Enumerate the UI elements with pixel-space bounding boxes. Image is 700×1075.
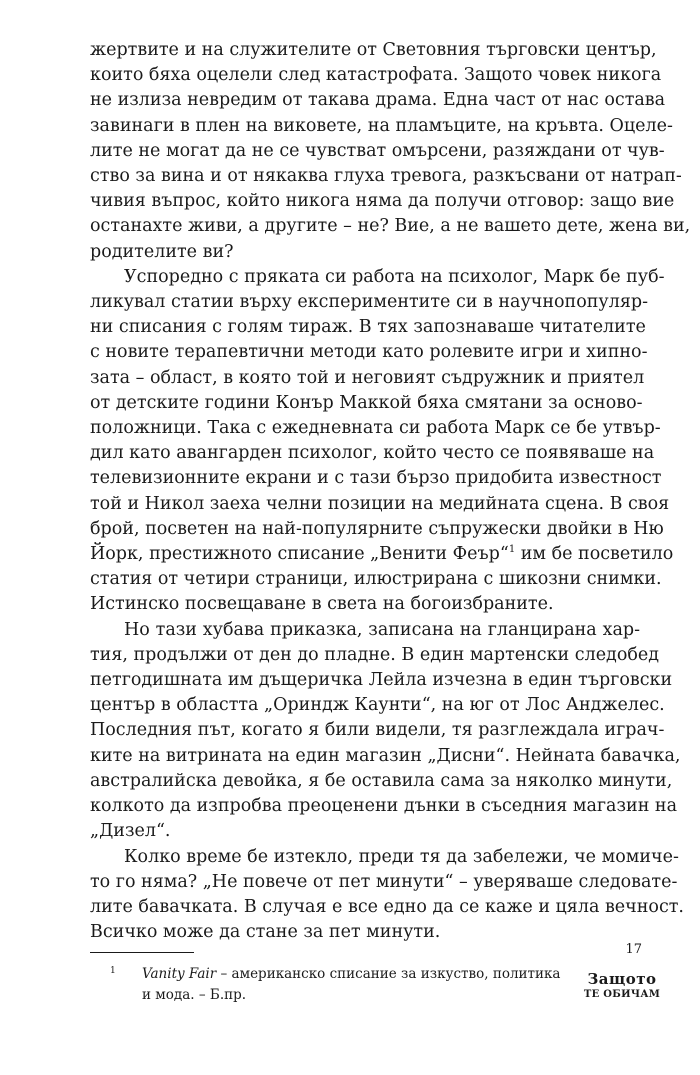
text-line: жертвите и на служителите от Световния търговски център, — [90, 40, 657, 60]
text-line: австралийска девойка, я бе оставила сама за няколко минути, — [90, 770, 673, 791]
text-line: той и Никол заеха челни позиции на медийната сцена. В своя — [90, 493, 670, 514]
footnote-line-1 — [90, 964, 560, 985]
footnote-divider — [90, 952, 194, 953]
paragraph — [90, 38, 691, 265]
text-line: „Дизел“. — [90, 821, 171, 842]
text-line: Последния път, когато я били видели, тя разглеждала играч- — [90, 720, 665, 741]
text-line: дил като авангарден психолог, който често се появяваше на — [90, 443, 655, 464]
text-line: от детските години Конър Маккой бяха смятани за осново- — [90, 392, 643, 413]
text-line: Истинско посвещаване в света на богоизбраните. — [90, 594, 554, 615]
text-line: Колко време бе изтекло, преди тя да забележи, че момиче- — [124, 846, 679, 867]
text-line: център в областта „Ориндж Каунти“, на юг от Лос Анджелес. — [90, 695, 665, 716]
paragraph — [90, 265, 674, 618]
text-line: ликувал статии върху експериментите си в научнопопуляр- — [90, 292, 648, 313]
text-line: които бяха оцелели след катастрофата. Защото човек никога — [90, 65, 662, 86]
footnote-marker: 1 — [508, 544, 516, 556]
text-line: зата – област, в която той и неговият съдружник и приятел — [90, 367, 645, 388]
text-line: статия от четири страници, илюстрирана с шикозни снимки. — [90, 569, 662, 590]
text-line: колкото да изпробва преоценени дънки в съседния магазин на — [90, 796, 678, 817]
running-title — [580, 970, 664, 1002]
text-line: родителите ви? — [90, 241, 234, 262]
footnote-title: Vanity Fair — [142, 966, 217, 982]
text-line: телевизионните екрани и с тази бързо придобита известност — [90, 468, 662, 489]
text-line: ни списания с голям тираж. В тях запознаваше читателите — [90, 317, 646, 338]
text-line: ство за вина и от някаква глуха тревога, разкъсвани от натрап- — [90, 166, 682, 187]
text-line: лите бавачката. В случая е все едно да се каже и цяла вечност. — [90, 896, 684, 917]
text-line: завинаги в плен на виковете, на пламъците, на кръвта. Оцеле- — [90, 115, 673, 136]
text-line: тия, продължи от ден до пладне. В един мартенски следобед — [90, 644, 660, 665]
footnote — [90, 964, 560, 1006]
paragraph — [90, 845, 684, 946]
text-line: Всичко може да стане за пет минути. — [90, 922, 441, 943]
text-line: то го няма? „Не повече от пет минути“ – уверяваше следовате- — [90, 871, 678, 892]
running-title-line-2: ТЕ ОБИЧАМ — [583, 989, 661, 1000]
text-line: ките на витрината на един магазин „Дисни“. Нейната бавачка, — [90, 745, 681, 766]
text-line: останахте живи, а другите – не? Вие, а не вашето дете, жена ви, — [90, 216, 691, 237]
text-line: Но тази хубава приказка, записана на гланцирана хар- — [124, 619, 640, 640]
footnote-line-2: и мода. – Б.пр. — [142, 987, 247, 1003]
text-line: лите не могат да не се чувстват омърсени, разяждани от чув- — [90, 140, 665, 161]
text-line: не излиза невредим от такава драма. Една част от нас остава — [90, 90, 666, 111]
footnote-text: – американско списание за изкуство, политика — [216, 966, 561, 982]
running-title-line-1: Защото — [587, 970, 657, 988]
text-line: положници. Така с ежедневната си работа Марк се бе утвър- — [90, 418, 661, 439]
footnote-number: 1 — [110, 966, 116, 976]
main-text — [90, 38, 691, 945]
text-line: Йорк, престижното списание „Венити Феър“$^1$ им бе посветило — [90, 544, 674, 565]
text-line: брой, посветен на най-популярните съпружески двойки в Ню — [90, 518, 664, 539]
text-line: Успоредно с пряката си работа на психолог, Марк бе пуб- — [124, 266, 665, 287]
text-line: чивия въпрос, който никога няма да получи отговор: защо вие — [90, 191, 675, 212]
text-line: с новите терапевтични методи като ролевите игри и хипно- — [90, 342, 648, 363]
paragraph — [90, 618, 681, 845]
page-number: 17 — [625, 942, 642, 957]
text-line: петгодишната им дъщеричка Лейла изчезна в един търговски — [90, 670, 673, 691]
